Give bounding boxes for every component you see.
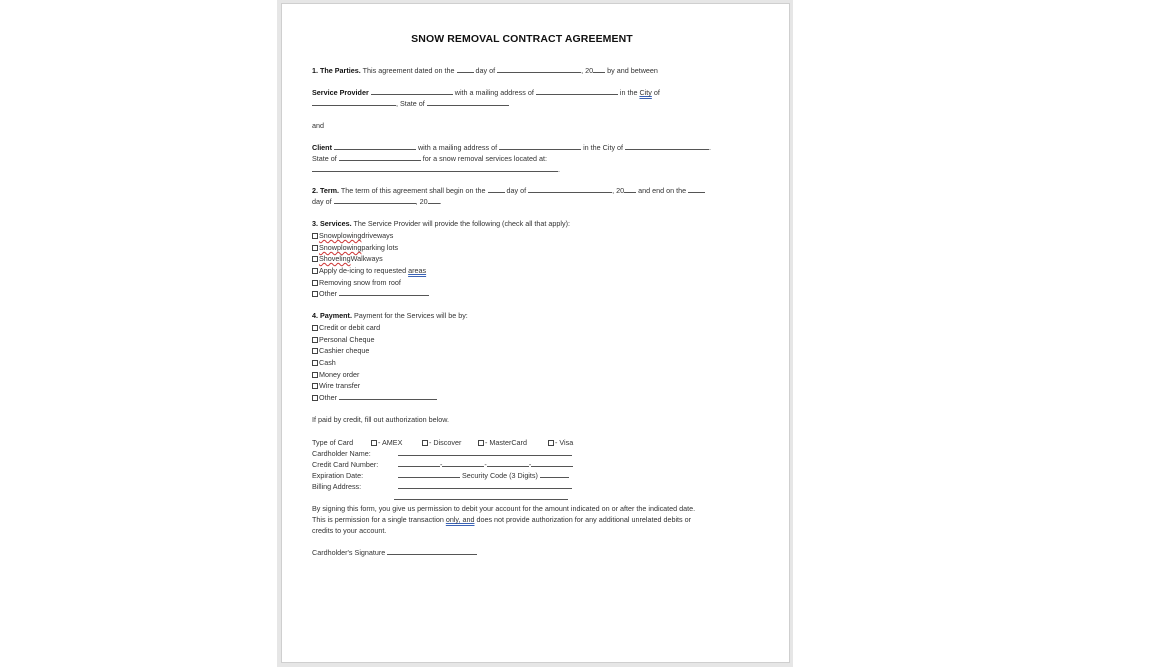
authorization-text: This is permission for a single transaction — [312, 515, 444, 524]
term-line-2: day of , 20 . — [312, 197, 442, 206]
client-city-blank[interactable] — [625, 142, 709, 150]
billing-label: Billing Address: — [312, 482, 362, 491]
service-label: Apply de-icing to requested — [319, 266, 407, 275]
of-word: of — [653, 88, 660, 97]
provider-city-blank[interactable] — [312, 98, 396, 106]
signature-label: Cardholder's Signature — [312, 548, 386, 557]
billing-blank-2[interactable] — [394, 492, 568, 500]
checkbox-cashier-cheque[interactable] — [312, 348, 318, 354]
checkbox-de-icing[interactable] — [312, 268, 318, 274]
service-other-blank[interactable] — [339, 288, 429, 296]
authorization-text-2: does not provide authorization for any additional unrelated debits or — [476, 515, 692, 524]
card-number-row: Credit Card Number: - - - — [312, 459, 573, 470]
client-name-blank[interactable] — [334, 142, 416, 150]
service-label: Removing snow from roof — [319, 278, 401, 287]
city-word: City — [639, 88, 652, 97]
services-heading: 3. Services. — [312, 219, 352, 228]
client-address-blank[interactable] — [499, 142, 581, 150]
client-state-label: State of — [312, 154, 337, 163]
service-item — [312, 288, 429, 299]
payment-item — [312, 380, 360, 391]
term-start-day-blank[interactable] — [488, 185, 505, 193]
checkbox-cash[interactable] — [312, 360, 318, 366]
service-item — [312, 230, 393, 241]
year-blank[interactable] — [593, 65, 605, 73]
term-line-1 — [312, 185, 705, 196]
provider-state-blank[interactable] — [427, 98, 509, 106]
services-intro: The Service Provider will provide the following (check all that apply): — [353, 219, 570, 228]
payment-label: Wire transfer — [319, 381, 361, 390]
payment-item — [312, 322, 380, 333]
checkbox-personal-cheque[interactable] — [312, 337, 318, 343]
signature-line — [312, 547, 477, 558]
payment-label: Cash — [319, 358, 336, 367]
billing-blank-1[interactable] — [398, 481, 572, 489]
checkbox-money-order[interactable] — [312, 372, 318, 378]
term-day-of: day of — [506, 186, 527, 195]
checkbox-amex[interactable] — [371, 440, 377, 446]
cardholder-row — [312, 448, 572, 459]
card-option-label: - AMEX — [378, 438, 403, 447]
document-page — [281, 3, 790, 663]
checkbox-snowplowing-driveways[interactable] — [312, 233, 318, 239]
term-end-day-blank[interactable] — [688, 185, 705, 193]
checkbox-discover[interactable] — [422, 440, 428, 446]
card-number-label: Credit Card Number: — [312, 460, 379, 469]
expiration-label: Expiration Date: — [312, 471, 364, 480]
card-option-label: - Visa — [555, 438, 574, 447]
payment-heading-line — [312, 310, 468, 321]
year-prefix: , 20 — [581, 66, 594, 75]
service-label-squig: Shoveling — [319, 254, 351, 263]
payment-item — [312, 334, 375, 345]
cardholder-label: Cardholder Name: — [312, 449, 371, 458]
service-label-squig: Snowplowing — [319, 243, 362, 252]
authorization-line-3: credits to your account. — [312, 526, 387, 535]
day-blank[interactable] — [457, 65, 474, 73]
checkbox-wire-transfer[interactable] — [312, 383, 318, 389]
term-heading: 2. Term. — [312, 186, 340, 195]
signature-blank[interactable] — [387, 547, 477, 555]
client-line: Client with a mailing address of in the City of . — [312, 143, 712, 152]
card-number-blank-4[interactable] — [531, 459, 573, 467]
card-number-blank-1[interactable] — [398, 459, 440, 467]
checkbox-mastercard[interactable] — [478, 440, 484, 446]
parties-line-1 — [312, 65, 658, 76]
payment-label: Cashier cheque — [319, 346, 370, 355]
expiration-row — [312, 470, 569, 481]
term-end-month-blank[interactable] — [334, 196, 416, 204]
payment-item — [312, 392, 437, 403]
services-location-label: for a snow removal services located at: — [422, 154, 548, 163]
service-item — [312, 242, 398, 253]
term-end-label: and end on the — [638, 186, 687, 195]
checkbox-service-other[interactable] — [312, 291, 318, 297]
day-of-label: day of — [475, 66, 496, 75]
service-label: Walkways — [350, 254, 383, 263]
month-blank[interactable] — [497, 65, 581, 73]
term-day-of-2: day of — [312, 197, 332, 206]
term-year-prefix-2: , 20 — [415, 197, 428, 206]
term-end-year-blank[interactable] — [428, 196, 440, 204]
billing-row — [312, 481, 572, 492]
card-option-label: - Discover — [429, 438, 462, 447]
services-heading-line — [312, 218, 570, 229]
checkbox-roof[interactable] — [312, 280, 318, 286]
provider-name-blank[interactable] — [371, 87, 453, 95]
and-line: and — [312, 121, 324, 130]
service-item — [312, 253, 383, 264]
checkbox-payment-other[interactable] — [312, 395, 318, 401]
payment-item — [312, 345, 369, 356]
card-number-blank-2[interactable] — [442, 459, 484, 467]
security-code-blank[interactable] — [540, 470, 569, 478]
service-label: Other — [319, 289, 337, 298]
payment-intro: Payment for the Services will be by: — [353, 311, 468, 320]
service-label: parking lots — [361, 243, 399, 252]
client-state-blank[interactable] — [339, 153, 421, 161]
provider-label: Service Provider — [312, 88, 369, 97]
checkbox-credit-debit[interactable] — [312, 325, 318, 331]
payment-other-blank[interactable] — [339, 392, 437, 400]
term-text: The term of this agreement shall begin on the — [340, 186, 486, 195]
provider-line — [312, 87, 660, 98]
checkbox-visa[interactable] — [548, 440, 554, 446]
parties-heading: 1. The Parties. — [312, 66, 361, 75]
payment-label: Money order — [319, 370, 360, 379]
payment-item — [312, 357, 336, 368]
parties-text: This agreement dated on the — [362, 66, 455, 75]
cardholder-blank[interactable] — [398, 448, 572, 456]
location-blank[interactable] — [312, 164, 558, 172]
payment-item — [312, 369, 359, 380]
term-start-month-blank[interactable] — [528, 185, 612, 193]
authorization-only-and: only, and — [445, 515, 475, 524]
service-item — [312, 277, 401, 288]
client-mailing-label: with a mailing address of — [417, 143, 498, 152]
payment-label: Personal Cheque — [319, 335, 375, 344]
authorization-line-1: By signing this form, you give us permission to debit your account for the amount indicated on or after the indicated date. — [312, 504, 696, 513]
term-year-prefix: , 20 — [612, 186, 625, 195]
payment-label: Credit or debit card — [319, 323, 381, 332]
card-type-label: Type of Card — [312, 438, 354, 447]
provider-state-line — [312, 98, 509, 109]
card-option-label: - MasterCard — [485, 438, 527, 447]
checkbox-snowplowing-parking[interactable] — [312, 245, 318, 251]
service-label-areas: areas — [408, 266, 427, 275]
expiration-blank[interactable] — [398, 470, 460, 478]
provider-mailing-label: with a mailing address of — [454, 88, 534, 97]
client-label: Client — [312, 143, 332, 152]
term-start-year-blank[interactable] — [624, 185, 636, 193]
client-city-label: in the City of — [583, 143, 624, 152]
client-state-line — [312, 153, 547, 164]
authorization-line-2 — [312, 514, 691, 525]
payment-heading: 4. Payment. — [312, 311, 352, 320]
service-label: driveways — [361, 231, 394, 240]
service-item — [312, 265, 426, 276]
checkbox-shoveling-walkways[interactable] — [312, 256, 318, 262]
card-type-row — [312, 437, 573, 448]
in-the-label: in the — [619, 88, 638, 97]
card-number-blank-3[interactable] — [487, 459, 529, 467]
billing-row-2 — [394, 492, 568, 503]
provider-address-blank[interactable] — [536, 87, 618, 95]
document-title: SNOW REMOVAL CONTRACT AGREEMENT — [411, 33, 633, 45]
provider-state-label: , State of — [396, 99, 425, 108]
credit-note: If paid by credit, fill out authorization below. — [312, 415, 450, 424]
location-line: . — [312, 164, 560, 175]
payment-label: Other — [319, 393, 337, 402]
by-and-between: by and between — [607, 66, 658, 75]
service-label-squig: Snowplowing — [319, 231, 362, 240]
security-code-label: Security Code (3 Digits) — [462, 471, 538, 480]
